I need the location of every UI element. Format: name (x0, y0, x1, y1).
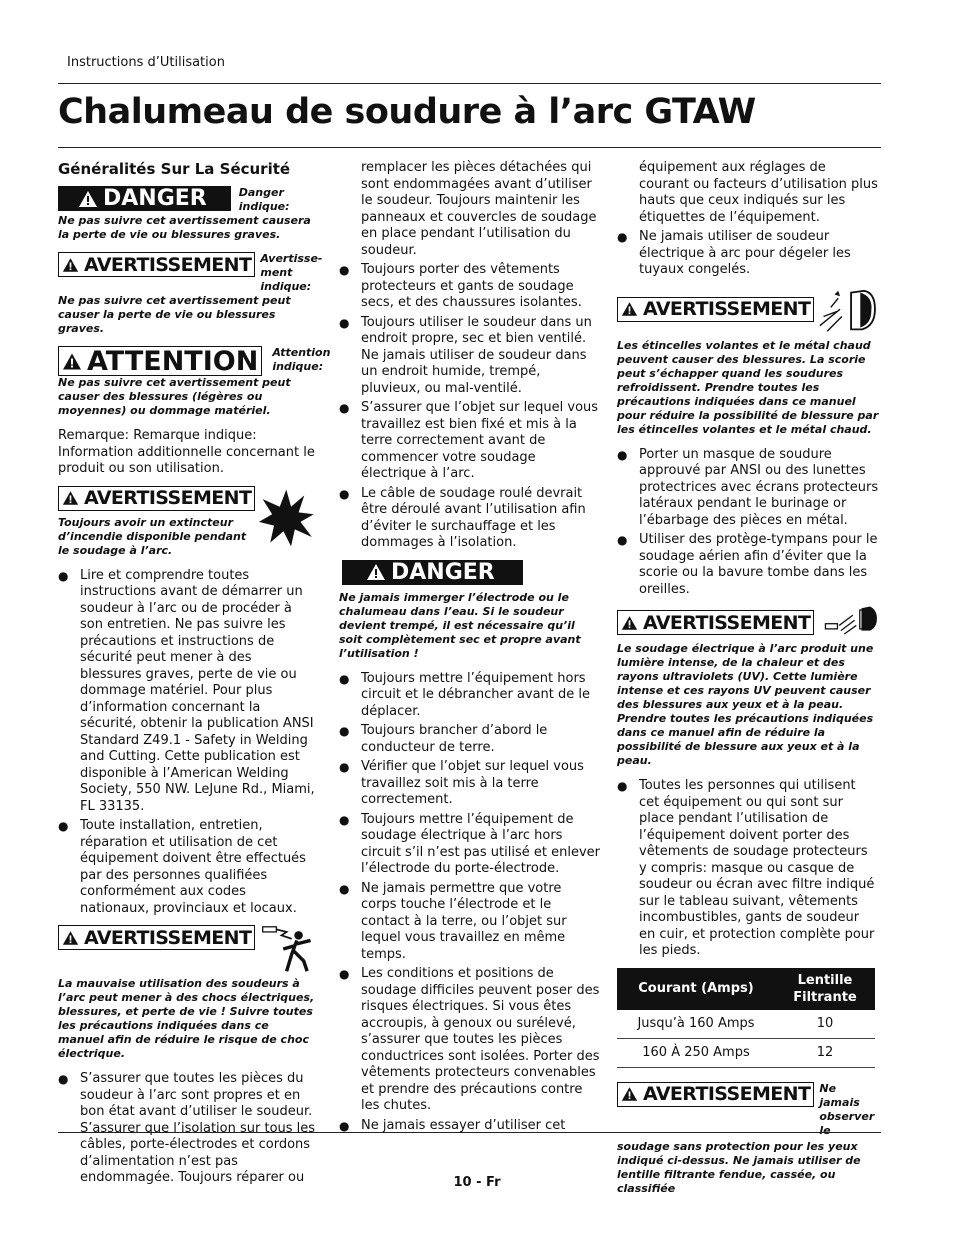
table-cell: 160 À 250 Amps (617, 1038, 775, 1067)
list-item: ● Toujours mettre l’équipement hors circuit et le débrancher avant de le déplacer. (339, 671, 601, 721)
list-item: ● Le câble de soudage roulé devrait être déroulé avant l’utilisation afin d’éviter le surchauffage et les dommages à l’isolation. (339, 486, 601, 552)
section-title: Généralités Sur La Sécurité (58, 160, 291, 178)
filter-lens-table (617, 968, 875, 1068)
list-item: ● Toujours brancher d’abord le conducteur de terre. (339, 723, 601, 756)
warning-triangle-icon (78, 190, 98, 208)
uv-warning-text: Le soudage électrique à l’arc produit une lumière intense, de la chaleur et des rayons ultraviolets (UV). Cette lumière intense et ces rayons UV peuvent causer des blessures aux yeux et à la peau. Prendre toutes les précautions indiquées dans ce manuel afin de réduire la possibilité de blessure aux yeux et à la peau. (617, 642, 874, 767)
list-item: ● S’assurer que toutes les pièces du soudeur à l’arc sont propres et en bon état avant d’utiliser le soudeur. S’assurer que l’isolation sur tous les câbles, porte-électrodes et cordons d’alimentation n’est pas endommagée. Toujours réparer ou (58, 1071, 316, 1187)
bullet-list-2 (617, 778, 879, 960)
bullet-list-1 (339, 262, 601, 552)
list-item: ● Utiliser des protège-tympans pour le soudage aérien afin d’éviter que la scorie ou la bavure tombe dans les oreilles. (617, 532, 879, 598)
avertissement-label: AVERTISSEMENT (643, 298, 811, 320)
danger-label: DANGER (103, 186, 207, 211)
bottom-rule (58, 1132, 881, 1133)
avertissement-label: AVERTISSEMENT (84, 487, 252, 509)
explosion-icon (257, 486, 316, 552)
fire-warning-text: Toujours avoir un extincteur d’incendie disponible pendant le soudage à l’arc. (58, 515, 247, 557)
danger-badge (342, 560, 523, 585)
list-item: ● Ne jamais permettre que votre corps touche l’électrode et le contact à la terre, ou l’objet sur lequel vous travaillez en même temps. (339, 881, 601, 964)
table-row (617, 1038, 875, 1067)
column-1 (58, 160, 331, 1195)
warning-triangle-icon (62, 352, 82, 371)
electric-shock-icon (261, 919, 316, 979)
avertissement-label: AVERTISSEMENT (643, 1083, 811, 1105)
running-title: Instructions d’Utilisation (67, 55, 225, 70)
list-item: ● Ne jamais utiliser de soudeur électrique à arc pour dégeler les tuyaux congelés. (617, 229, 879, 279)
sparks-face-shield-icon (818, 287, 879, 335)
bullet-list-2 (339, 671, 601, 1135)
warning-triangle-icon (62, 490, 79, 506)
list-item: ● Toute installation, entretien, réparation et utilisation de cet équipement doivent être effectués par des personnes qualifiées conformément aux codes nationaux, provinciaux et locaux. (58, 818, 316, 917)
bullet-list-1 (58, 568, 316, 918)
table-cell: 12 (775, 1038, 875, 1067)
table-cell: Jusqu’à 160 Amps (617, 1010, 775, 1039)
shock-avertissement-badge (58, 925, 255, 950)
list-item: ● Porter un masque de soudure approuvé par ANSI ou des lunettes protectrices avec écrans protecteurs latéraux pendant le burinage or l’ébarbage des pièces en métal. (617, 447, 879, 530)
danger-badge (58, 186, 231, 211)
warning-triangle-icon (621, 615, 638, 631)
bullet-list-2 (58, 1071, 316, 1187)
last-warning-text: soudage sans protection pour les yeux indiqué ci-dessus. Ne jamais utiliser de lentille filtrante fendue, cassée, ou classifiée (617, 1139, 861, 1195)
danger-water-text: Ne jamais immerger l’électrode ou le chalumeau dans l’eau. Si le soudeur devient trempé, il est nécessaire qu’il soit complètement sec et propre avant l’utilisation ! (339, 590, 581, 660)
avertissement-badge (58, 252, 255, 277)
list-item: ● Toujours utiliser le soudeur dans un endroit propre, sec et bien ventilé. Ne jamais utiliser de soudeur dans un endroit humide, trempé, pluvieux, ou mal-ventilé. (339, 315, 601, 398)
arc-light-helmet-icon (822, 602, 879, 642)
danger-label: DANGER (391, 559, 495, 585)
list-item: ● Toujours mettre l’équipement de soudage électrique à l’arc hors circuit s’il n’est pas utilisé et enlever l’électrode du porte-électrode. (339, 812, 601, 878)
remark-text: Remarque: Remarque indique: Information additionnelle concernant le produit ou son utilisation. (58, 428, 315, 476)
attention-definition: Ne pas suivre cet avertissement peut causer des blessures (légères ou moyennes) ou dommage matériel. (58, 376, 291, 417)
avertissement-label: AVERTISSEMENT (84, 253, 252, 276)
bullet-list-1 (617, 447, 879, 599)
column-3 (617, 160, 879, 1206)
warning-triangle-icon (621, 301, 638, 317)
table-row (617, 1010, 875, 1039)
attention-label: ATTENTION (87, 345, 259, 377)
list-item: ● Lire et comprendre toutes instructions avant de démarrer un soudeur à l’arc ou de procéder à son entretien. Ne pas suivre les précautions et instructions de sécurité peut mener à des blessures graves, perte de vie ou dommage matériel. Pour plus d’information concernant la sécurité, obtenir la publication ANSI Standard Z49.1 - Safety in Welding and Cutting. Cette publication est disponible à l’American Welding Society, 550 NW. LeJune Rd., Miami, FL 33135. (58, 568, 316, 816)
shock-warning-text: La mauvaise utilisation des soudeurs à l’arc peut mener à des chocs électriques, blessures, et perte de vie ! Suivre toutes les précautions indiquées dans ce manuel afin de réduire le risque de choc électrique. (58, 977, 315, 1060)
avertissement-label: AVERTISSEMENT (643, 611, 811, 634)
page-title: Chalumeau de soudure à l’arc GTAW (58, 92, 756, 132)
last-avertissement-badge (617, 1082, 814, 1107)
sparks-avertissement-badge (617, 297, 814, 322)
list-item: ● Toutes les personnes qui utilisent cet équipement ou qui sont sur place pendant l’utilisation de l’équipement doivent porter des vêtements de soudage protecteurs y compris: masque ou casque de soudeur ou écran avec filtre indiqué sur le tableau suivant, vêtements incombustibles, gants de soudeur en cuir, et protection complète pour les pieds. (617, 778, 879, 960)
table-header: Courant (Amps) (617, 968, 775, 1010)
danger-definition: Ne pas suivre cet avertissement causera la perte de vie ou blessures graves. (58, 214, 311, 241)
sparks-warning-text: Les étincelles volantes et le métal chaud peuvent causer des blessures. La scorie peut s’échapper quand les soudures refroidissent. Prendre toutes les précautions indiquées dans ce manuel pour réduire la possibilité de blessure par les étincelles volantes et le métal chaud. (617, 338, 879, 436)
attention-side-note: Attention indique: (272, 346, 331, 373)
top-rule (58, 83, 881, 84)
attention-badge (58, 346, 262, 376)
avertissement-label: AVERTISSEMENT (84, 926, 252, 949)
continued-text: remplacer les pièces détachées qui sont endommagées avant d’utiliser le soudeur. Toujours maintenir les panneaux et couvercles de soudage en place pendant l’utilisation du soudeur. (361, 160, 597, 258)
warning-triangle-icon (621, 1086, 638, 1102)
page-number: 10 - Fr (453, 1175, 501, 1190)
warning-triangle-icon (366, 563, 386, 581)
avertissement-definition: Ne pas suivre cet avertissement peut causer la perte de vie ou blessures graves. (58, 294, 291, 335)
last-side-note: Ne jamais observer le (819, 1081, 875, 1137)
list-item: ● Vérifier que l’objet sur lequel vous travaillez soit mis à la terre correctement. (339, 759, 601, 809)
column-2 (339, 160, 601, 1142)
danger-side-note: Danger indique: (238, 186, 290, 213)
title-rule (58, 147, 881, 148)
list-item: ● S’assurer que l’objet sur lequel vous travaillez est bien fixé et mis à la terre correctement avant de commencer votre soudage électrique à l’arc. (339, 400, 601, 483)
continued-text: équipement aux réglages de courant ou facteurs d’utilisation plus hauts que ceux indiqués sur les étiquettes de l’équipement. (639, 160, 878, 225)
warning-triangle-icon (62, 257, 79, 273)
table-header: Lentille Filtrante (775, 968, 875, 1010)
fire-avertissement-badge (58, 486, 255, 511)
list-item: ● Toujours porter des vêtements protecteurs et gants de soudage secs, et des chaussures isolantes. (339, 262, 601, 312)
avertissement-side-note: Avertisse-ment indique: (260, 252, 323, 293)
list-item: ● Ne jamais essayer d’utiliser cet (339, 1118, 601, 1135)
list-item: ● Les conditions et positions de soudage difficiles peuvent poser des risques électriques. Si vous êtes accroupis, à genoux ou surélevé, s’assurer que toutes les pièces conductrices sont isolées. Porter des vêtements protecteurs convenables et prendre des précautions contre les chutes. (339, 966, 601, 1115)
uv-avertissement-badge (617, 610, 814, 635)
table-cell: 10 (775, 1010, 875, 1039)
warning-triangle-icon (62, 930, 79, 946)
bullet-list-0 (617, 229, 879, 279)
